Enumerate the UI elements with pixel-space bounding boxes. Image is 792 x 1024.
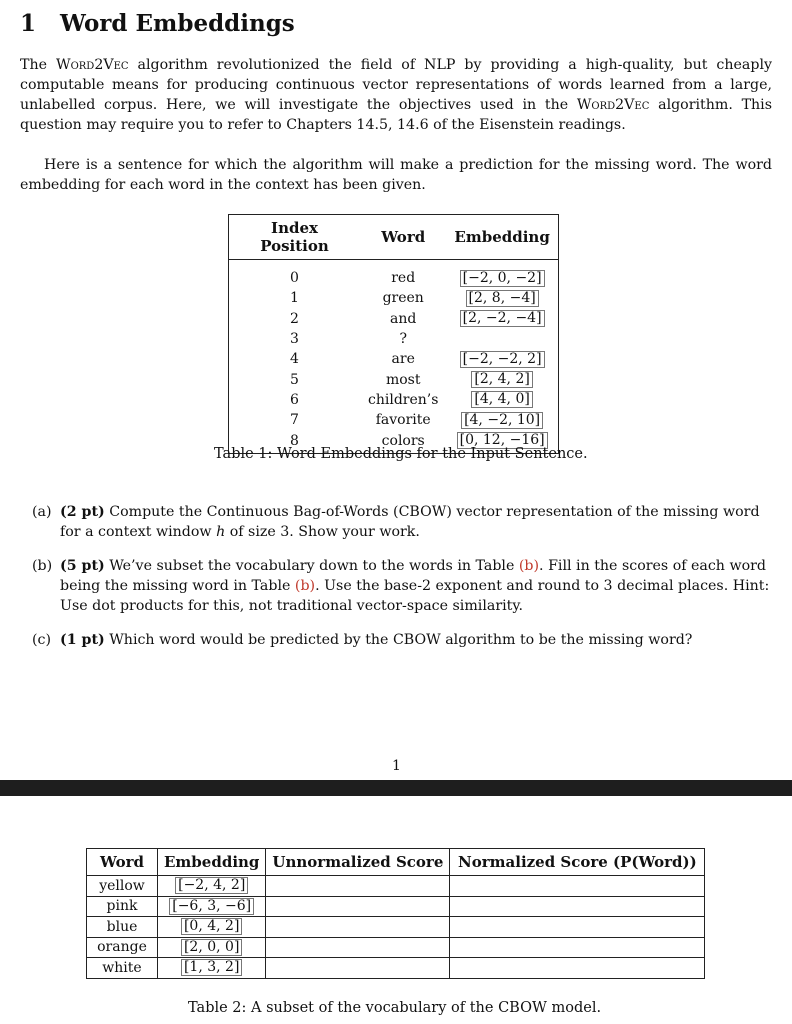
word-cell: white xyxy=(87,958,158,979)
intro-text-3: algorithm. This question may require you to refer to Chapters 14.5, 14.6 of the Eisenstein readings. xyxy=(20,97,772,133)
algorithm-name-2: Word2Vec xyxy=(576,97,650,113)
question-points: (1 pt) xyxy=(60,632,105,648)
question-text: of size 3. Show your work. xyxy=(225,524,420,540)
context-paragraph: Here is a sentence for which the algorithm will make a prediction for the missing word. The word embedding for each word in the context has been given. xyxy=(20,157,772,193)
table-row xyxy=(87,958,705,979)
index-cell: 1 xyxy=(229,288,361,308)
embedding-vector: [0, 12, −16] xyxy=(457,432,548,449)
word-cell: most xyxy=(385,371,421,388)
embedding-cell xyxy=(158,896,266,917)
unnormalized-score-cell[interactable] xyxy=(266,896,450,917)
word-cell: orange xyxy=(87,937,158,958)
table-reference-link[interactable]: (b) xyxy=(518,558,540,574)
section-heading xyxy=(20,10,295,37)
intro-text-2: algorithm revolutionized the field of NLP by providing a high-quality, but cheaply computable means for producing continuous vector representations of words learned from a large, unlabelled corpus. Here, we will investigate the objectives used in the xyxy=(20,57,772,113)
embedding-vector: [0, 4, 2] xyxy=(181,918,242,935)
table-reference-link[interactable]: (b) xyxy=(294,578,316,594)
header-embedding: Embedding xyxy=(446,215,558,260)
embedding-cell xyxy=(446,288,558,308)
word-cell: ? xyxy=(399,331,407,348)
index-cell: 4 xyxy=(229,349,361,369)
embedding-cell xyxy=(158,937,266,958)
table-row xyxy=(229,288,559,308)
question-text: . Fill in the scores of each word being the missing word in Table xyxy=(60,558,766,594)
index-cell: 5 xyxy=(229,369,361,389)
embedding-cell xyxy=(158,917,266,938)
unnormalized-score-cell[interactable] xyxy=(266,937,450,958)
unnormalized-score-cell[interactable] xyxy=(266,917,450,938)
table-row xyxy=(87,876,705,897)
header-embedding: Embedding xyxy=(158,849,266,876)
header-word: Word xyxy=(360,215,446,260)
table-row xyxy=(229,260,559,289)
word-cell: pink xyxy=(87,896,158,917)
table1-caption: Table 1: Word Embeddings for the Input Sentence. xyxy=(214,446,588,462)
header-unnormalized-score: Unnormalized Score xyxy=(266,849,450,876)
embedding-cell xyxy=(158,876,266,897)
embedding-vector: [1, 3, 2] xyxy=(181,959,242,976)
vocabulary-table xyxy=(86,848,705,979)
index-cell: 8 xyxy=(229,430,361,453)
table-row xyxy=(87,937,705,958)
word-cell: favorite xyxy=(375,412,431,429)
table-row xyxy=(229,349,559,369)
normalized-score-cell[interactable] xyxy=(450,958,705,979)
question-points: (2 pt) xyxy=(60,504,105,520)
embedding-vector: [−2, −2, 2] xyxy=(460,351,545,368)
question-points: (5 pt) xyxy=(60,558,105,574)
normalized-score-cell[interactable] xyxy=(450,937,705,958)
question-label: (a) xyxy=(32,504,52,520)
normalized-score-cell[interactable] xyxy=(450,876,705,897)
word-cell: yellow xyxy=(87,876,158,897)
embedding-vector: [4, −2, 10] xyxy=(461,412,543,429)
embedding-vector: [−6, 3, −6] xyxy=(169,898,254,915)
embedding-cell xyxy=(446,329,558,349)
index-cell: 6 xyxy=(229,390,361,410)
unnormalized-score-cell[interactable] xyxy=(266,876,450,897)
normalized-score-cell[interactable] xyxy=(450,896,705,917)
index-cell: 0 xyxy=(229,260,361,289)
page-number: 1 xyxy=(392,758,401,774)
embedding-vector: [4, 4, 0] xyxy=(471,391,532,408)
unnormalized-score-cell[interactable] xyxy=(266,958,450,979)
question-label: (b) xyxy=(32,558,53,574)
question-label: (c) xyxy=(32,632,52,648)
embedding-vector: [2, 8, −4] xyxy=(466,290,539,307)
word-cell: and xyxy=(390,310,417,327)
embedding-vector: [−2, 4, 2] xyxy=(175,877,248,894)
question-text: . Use the base-2 exponent and round to 3 decimal places. Hint: Use dot products for this, not traditional vector-space similarity. xyxy=(60,578,770,614)
header-word: Word xyxy=(87,849,158,876)
question-b xyxy=(32,556,772,616)
section-number: 1 xyxy=(20,10,37,37)
table-row xyxy=(229,390,559,410)
intro-paragraph xyxy=(20,55,772,135)
word-cell: colors xyxy=(360,430,446,453)
header-index-position: Index Position xyxy=(229,215,361,260)
question-text: Which word would be predicted by the CBOW algorithm to be the missing word? xyxy=(104,632,693,648)
embedding-vector: [2, 0, 0] xyxy=(181,939,242,956)
table-header-row xyxy=(87,849,705,876)
embedding-cell xyxy=(446,349,558,369)
embedding-cell xyxy=(158,958,266,979)
embedding-cell xyxy=(446,260,558,289)
algorithm-name: Word2Vec xyxy=(56,57,129,73)
word-cell: children’s xyxy=(368,391,439,408)
normalized-score-cell[interactable] xyxy=(450,917,705,938)
embedding-cell xyxy=(446,369,558,389)
table-row xyxy=(87,896,705,917)
table-header-row xyxy=(229,215,559,260)
question-list xyxy=(32,502,772,664)
table-row xyxy=(229,309,559,329)
header-normalized-score: Normalized Score (P(Word)) xyxy=(450,849,705,876)
embedding-cell xyxy=(446,410,558,430)
embedding-vector: [−2, 0, −2] xyxy=(460,270,545,287)
page-break-divider xyxy=(0,780,792,796)
question-text: Compute the Continuous Bag-of-Words (CBOW) vector representation of the missing word for a context window xyxy=(60,504,760,540)
question-text: We’ve subset the vocabulary down to the words in Table xyxy=(104,558,519,574)
math-variable: h xyxy=(216,524,226,540)
word-embeddings-table xyxy=(228,214,559,454)
table-row xyxy=(87,917,705,938)
word-cell: blue xyxy=(87,917,158,938)
embedding-vector: [2, −2, −4] xyxy=(460,310,545,327)
embedding-cell xyxy=(446,309,558,329)
question-a xyxy=(32,502,772,542)
embedding-vector: [2, 4, 2] xyxy=(471,371,532,388)
embedding-cell xyxy=(446,390,558,410)
index-cell: 7 xyxy=(229,410,361,430)
table2-caption: Table 2: A subset of the vocabulary of the CBOW model. xyxy=(188,1000,602,1016)
table-row xyxy=(229,369,559,389)
word-cell: are xyxy=(391,351,415,368)
intro-text-1: The xyxy=(20,57,56,73)
section-title: Word Embeddings xyxy=(60,10,295,37)
index-cell: 3 xyxy=(229,329,361,349)
question-c xyxy=(32,630,772,650)
word-cell: green xyxy=(382,290,424,307)
table-row xyxy=(229,329,559,349)
word-cell: red xyxy=(391,270,416,287)
index-cell: 2 xyxy=(229,309,361,329)
table-row xyxy=(229,410,559,430)
